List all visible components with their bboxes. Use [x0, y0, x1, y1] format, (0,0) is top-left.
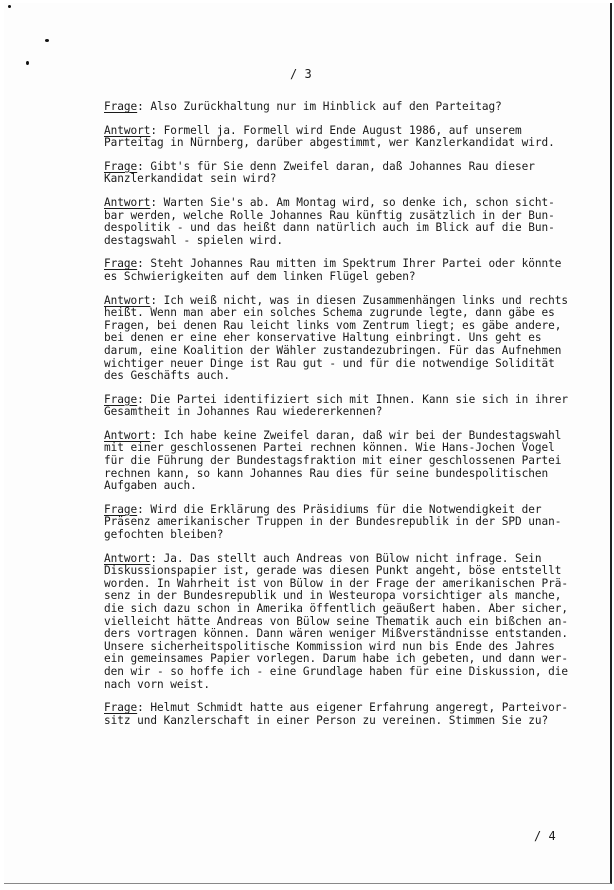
- text-line: despolitik - und das heißt dann natürlich auch im Blick auf die Bun-: [104, 221, 555, 235]
- text-line: Antwort: Ich habe keine Zweifel daran, daß wir bei der Bundestagswahl: [104, 428, 562, 442]
- text-line: Antwort: Ja. Das stellt auch Andreas von Bülow nicht infrage. Sein: [104, 551, 542, 565]
- answer-paragraph: [104, 430, 582, 493]
- answer-label: Antwort: [104, 428, 151, 442]
- answer-label: Antwort: [104, 551, 151, 565]
- answer-paragraph: [104, 197, 582, 247]
- question-label: Frage: [104, 701, 138, 715]
- text-line: mit einer geschlossenen Partei rechnen können. Wie Hans-Jochen Vogel: [104, 441, 555, 455]
- text-line: für die Führung der Bundestagsfraktion mit einer geschlossenen Partei: [104, 454, 562, 468]
- text-line: Frage: Steht Johannes Rau mitten im Spektrum Ihrer Partei oder könnte: [104, 257, 562, 271]
- text-line: senz in der Bundesrepublik und in Westeuropa vorsichtiger als manche,: [104, 589, 562, 603]
- text-line: Frage: Also Zurückhaltung nur im Hinblick auf den Parteitag?: [104, 100, 502, 113]
- text-line: nach vorn weist.: [104, 677, 211, 691]
- answer-label: Antwort: [104, 123, 151, 137]
- page-number-top: / 3: [290, 67, 312, 81]
- scan-speck: [45, 39, 49, 42]
- page-number-next: / 4: [534, 829, 556, 843]
- text-line: Gesamtheit in Johannes Rau wiedererkennen?: [104, 405, 383, 419]
- text-line: Frage: Helmut Schmidt hatte aus eigener Erfahrung angeregt, Parteivor-: [104, 701, 569, 715]
- text-line: des Geschäfts auch.: [104, 369, 230, 383]
- text-line: Frage: Wird die Erklärung des Präsidiums für die Notwendigkeit der: [104, 502, 542, 516]
- question-paragraph: [104, 161, 582, 186]
- text-line: es Schwierigkeiten auf dem linken Flügel geben?: [104, 269, 416, 283]
- text-line: darum, eine Koalition der Wähler zustandezubringen. Für das Aufnehmen: [104, 343, 562, 357]
- text-line: Unsere sicherheitspolitische Kommission wird nun bis Ende des Jahres: [104, 639, 555, 653]
- document-page: [4, 3, 612, 884]
- text-line: Diskussionspapier ist, gerade was diesen Punkt angeht, böse entstellt: [104, 564, 562, 578]
- question-paragraph: [104, 101, 582, 114]
- question-label: Frage: [104, 257, 138, 271]
- question-label: Frage: [104, 159, 138, 173]
- text-line: heißt. Wenn man aber ein solches Schema zugrunde legte, dann gäbe es: [104, 306, 555, 320]
- answer-paragraph: [104, 553, 582, 692]
- question-label: Frage: [104, 392, 138, 406]
- answer-paragraph: [104, 125, 582, 150]
- question-paragraph: [104, 702, 582, 727]
- text-line: bei denen er eine eher konservative Haltung einbringt. Uns geht es: [104, 331, 542, 345]
- text-line: Frage: Die Partei identifiziert sich mit Ihnen. Kann sie sich in ihrer: [104, 392, 569, 406]
- text-line: Fragen, bei denen Rau leicht links vom Zentrum liegt; es gäbe andere,: [104, 318, 562, 332]
- text-line: wichtiger neuer Dinge ist Rau gut - und für die notwendige Solidität: [104, 356, 555, 370]
- question-paragraph: [104, 504, 582, 542]
- text-line: Präsenz amerikanischer Truppen in der Bundesrepublik in der SPD unan-: [104, 515, 562, 529]
- text-line: Frage: Gibt's für Sie denn Zweifel daran, daß Johannes Rau dieser: [104, 159, 535, 173]
- text-line: ders vortragen können. Dann wären weniger Mißverständnisse entstanden.: [104, 627, 569, 641]
- answer-label: Antwort: [104, 195, 151, 209]
- scan-speck: [8, 5, 11, 8]
- answer-label: Antwort: [104, 293, 151, 307]
- text-line: Parteitag in Nürnberg, darüber abgestimmt, wer Kanzlerkandidat wird.: [104, 136, 555, 150]
- text-line: sitz und Kanzlerschaft in einer Person zu vereinen. Stimmen Sie zu?: [104, 713, 549, 727]
- text-line: Antwort: Warten Sie's ab. Am Montag wird, so denke ich, schon sicht-: [104, 195, 555, 209]
- text-line: die sich dazu schon in Amerika öffentlich geäußert haben. Aber sicher,: [104, 602, 569, 615]
- text-line: destagswahl - spielen wird.: [104, 233, 283, 247]
- text-line: vielleicht hätte Andreas von Bülow seine Thematik auch ein bißchen an-: [104, 614, 569, 628]
- text-line: gefochten bleiben?: [104, 528, 224, 542]
- question-paragraph: [104, 394, 582, 419]
- text-line: Aufgaben auch.: [104, 479, 197, 493]
- question-label: Frage: [104, 502, 138, 516]
- text-line: worden. In Wahrheit ist von Bülow in der Frage der amerikanischen Prä-: [104, 576, 569, 590]
- text-line: Antwort: Ich weiß nicht, was in diesen Zusammenhängen links und rechts: [104, 293, 569, 307]
- interview-text: [104, 101, 582, 738]
- question-paragraph: [104, 258, 582, 283]
- text-line: bar werden, welche Rolle Johannes Rau künftig zusätzlich in der Bun-: [104, 208, 555, 222]
- text-line: Kanzlerkandidat sein wird?: [104, 172, 277, 186]
- answer-paragraph: [104, 295, 582, 383]
- scan-speck: [26, 61, 29, 65]
- text-line: rechnen kann, so kann Johannes Rau dies für seine bundespolitischen: [104, 466, 549, 480]
- question-label: Frage: [104, 100, 138, 113]
- text-line: den wir - so hoffe ich - eine Grundlage haben für eine Diskussion, die: [104, 664, 569, 678]
- text-line: ein gemeinsames Papier vorlegen. Darum habe ich gebeten, und dann wer-: [104, 652, 569, 666]
- text-line: Antwort: Formell ja. Formell wird Ende August 1986, auf unserem: [104, 123, 522, 137]
